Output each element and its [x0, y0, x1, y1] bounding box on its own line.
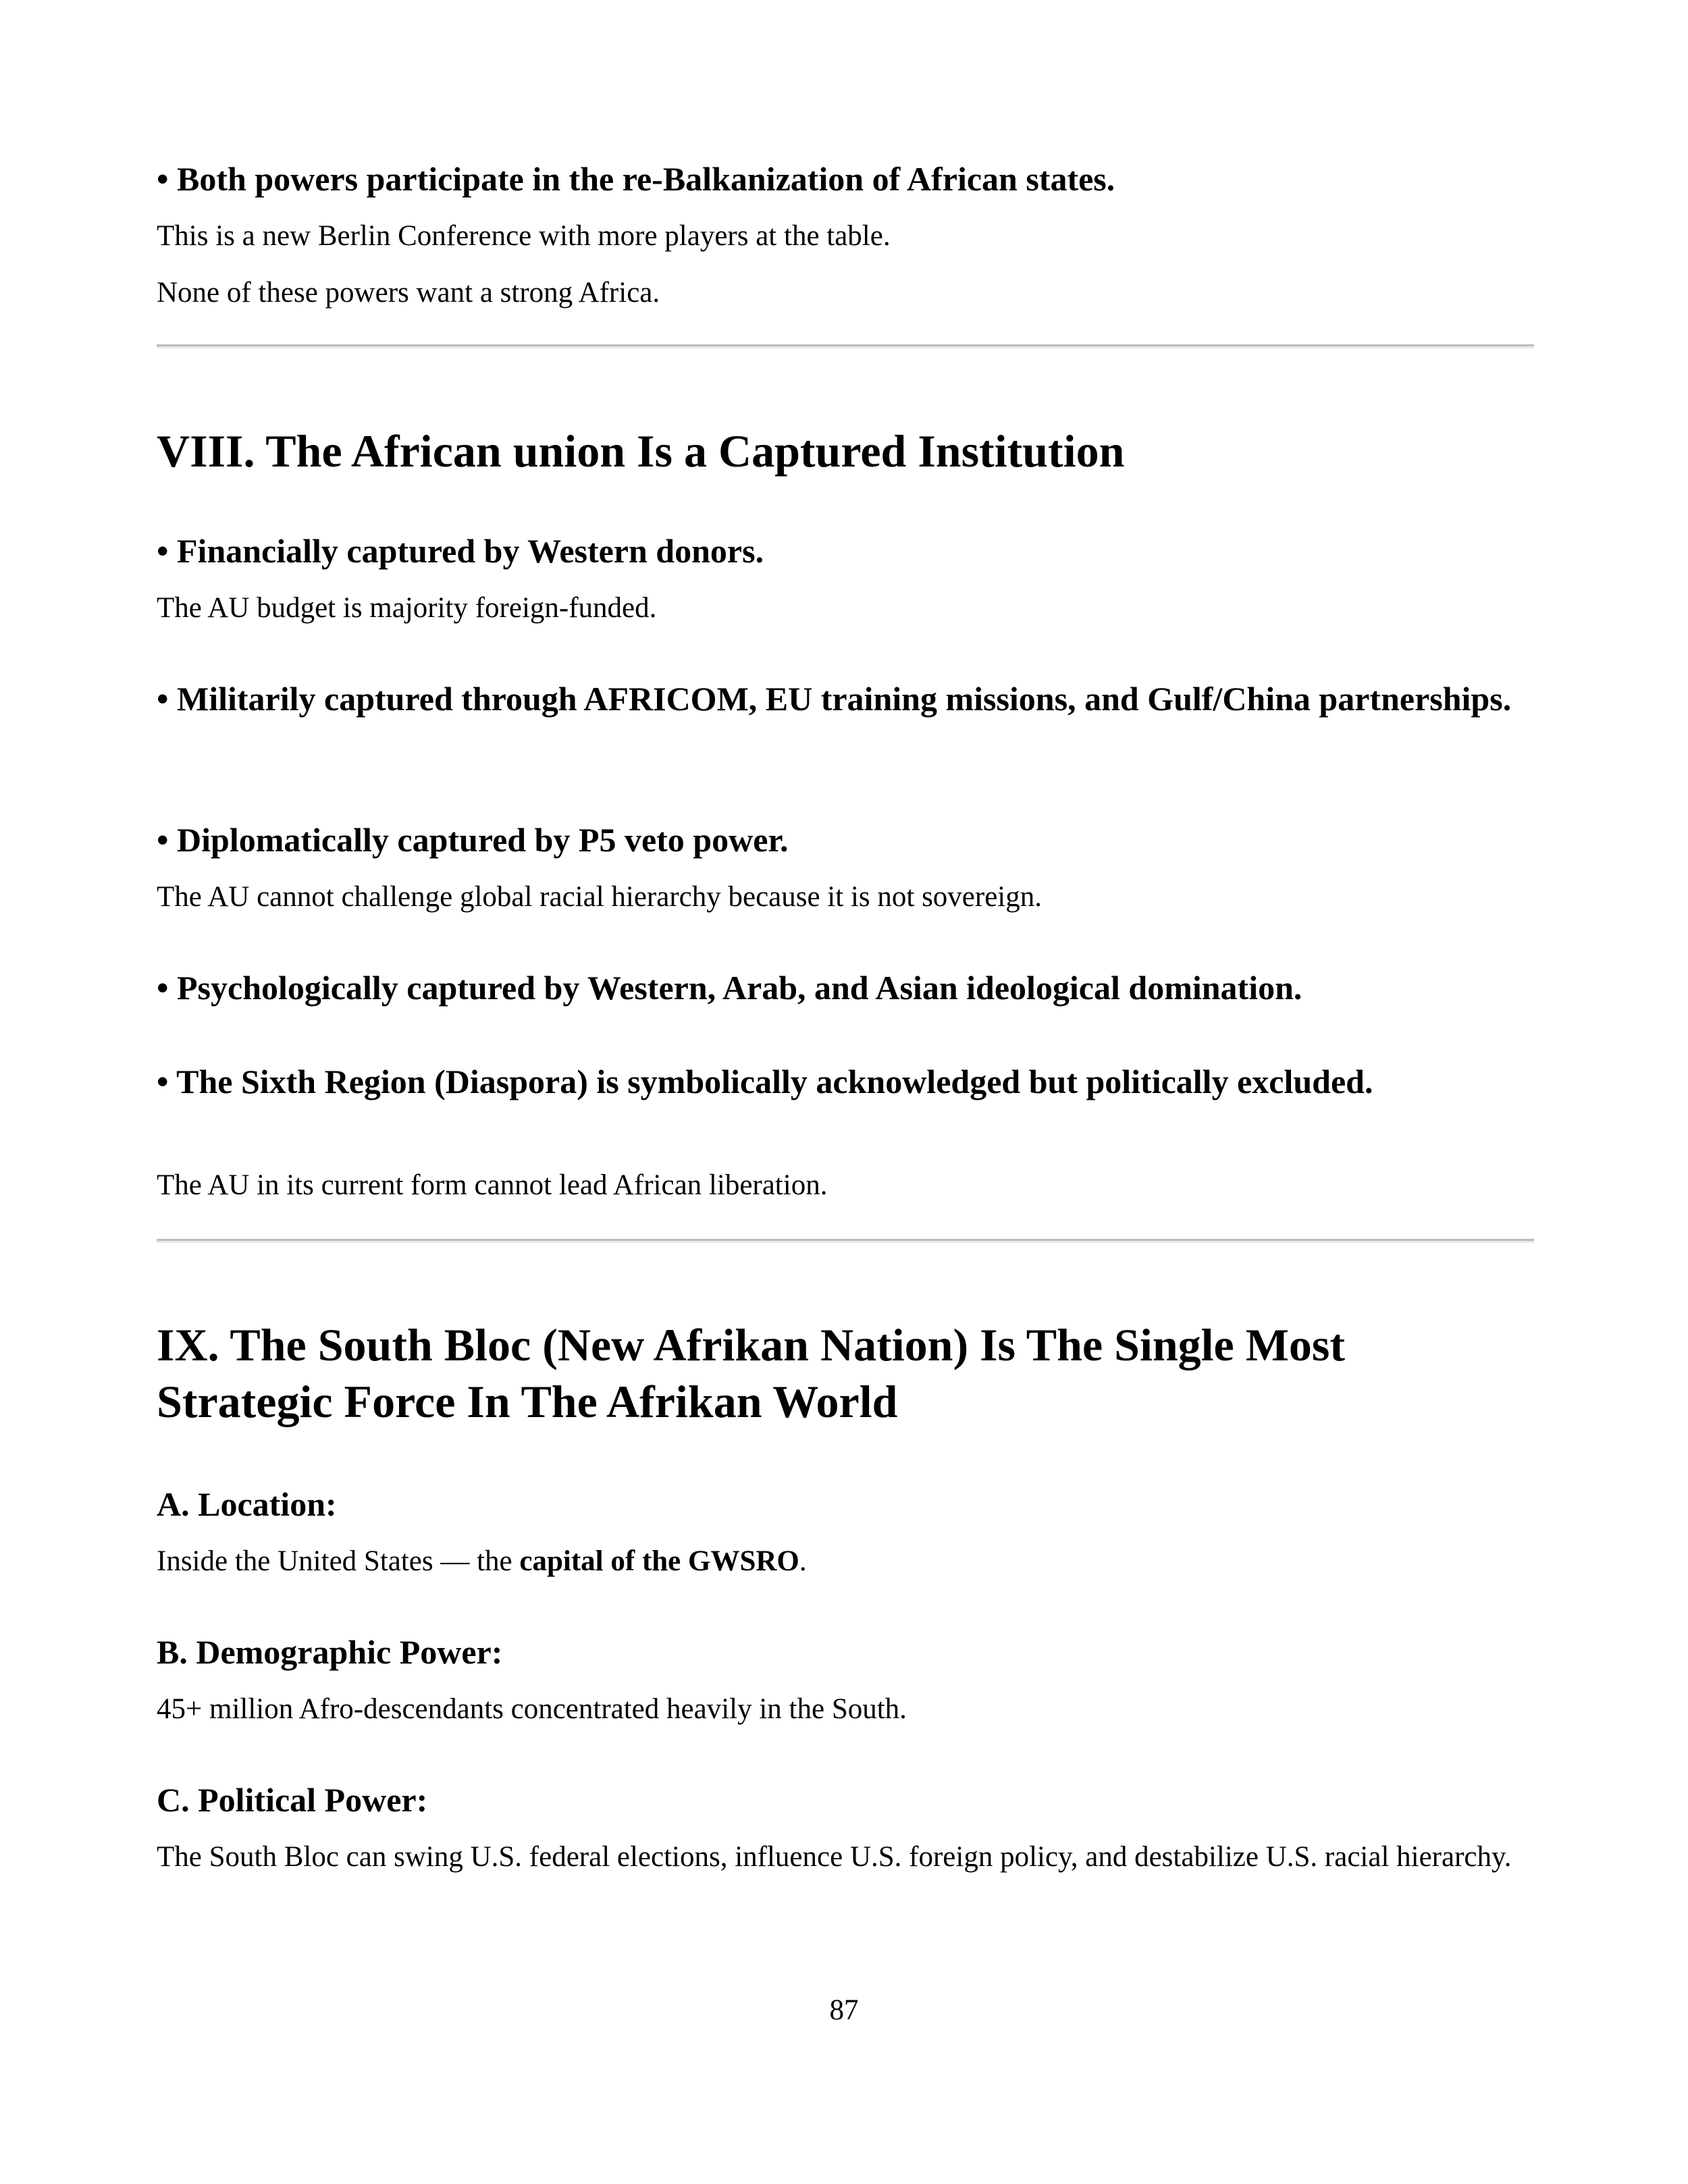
- paragraph-location: [157, 1543, 1534, 1580]
- paragraph-au-liberation: The AU in its current form cannot lead African liberation.: [157, 1169, 828, 1201]
- subheading-demographic-power: B. Demographic Power:: [157, 1633, 503, 1671]
- bullet-sixth-region: • The Sixth Region (Diaspora) is symbolically acknowledged but politically excluded.: [157, 1063, 1373, 1100]
- section-divider-2: [157, 1239, 1534, 1243]
- bullet-rebalkanization: • Both powers participate in the re-Balkanization of African states.: [157, 160, 1115, 198]
- page-number: 87: [829, 1994, 859, 2026]
- paragraph-strong-africa: None of these powers want a strong Africa.: [157, 277, 660, 309]
- location-text-post: .: [799, 1545, 807, 1577]
- section-divider-1: [157, 344, 1534, 348]
- subheading-location: A. Location:: [157, 1485, 337, 1523]
- paragraph-au-budget: The AU budget is majority foreign-funded.: [157, 592, 657, 624]
- bullet-financially-captured: • Financially captured by Western donors.: [157, 532, 764, 570]
- section-ix-heading: IX. The South Bloc (New Afrikan Nation) Is The Single Most Strategic Force In The Afrikan World: [157, 1319, 1346, 1427]
- paragraph-demographic-power: 45+ million Afro-descendants concentrated heavily in the South.: [157, 1693, 907, 1725]
- section-viii-heading: VIII. The African union Is a Captured Institution: [157, 425, 1125, 477]
- bullet-psychologically-captured: • Psychologically captured by Western, Arab, and Asian ideological domination.: [157, 969, 1302, 1007]
- location-text-bold: capital of the GWSRO: [519, 1545, 799, 1577]
- paragraph-political-power: The South Bloc can swing U.S. federal elections, influence U.S. foreign policy, and destabilize U.S. racial hierarchy.: [157, 1841, 1512, 1873]
- paragraph-berlin-conference: This is a new Berlin Conference with more players at the table.: [157, 220, 891, 252]
- bullet-militarily-captured: • Militarily captured through AFRICOM, EU training missions, and Gulf/China partnerships.: [157, 680, 1512, 718]
- paragraph-au-sovereignty: The AU cannot challenge global racial hierarchy because it is not sovereign.: [157, 881, 1042, 913]
- subheading-political-power: C. Political Power:: [157, 1781, 428, 1819]
- bullet-diplomatically-captured: • Diplomatically captured by P5 veto power.: [157, 821, 789, 859]
- location-text-pre: Inside the United States — the: [157, 1545, 520, 1577]
